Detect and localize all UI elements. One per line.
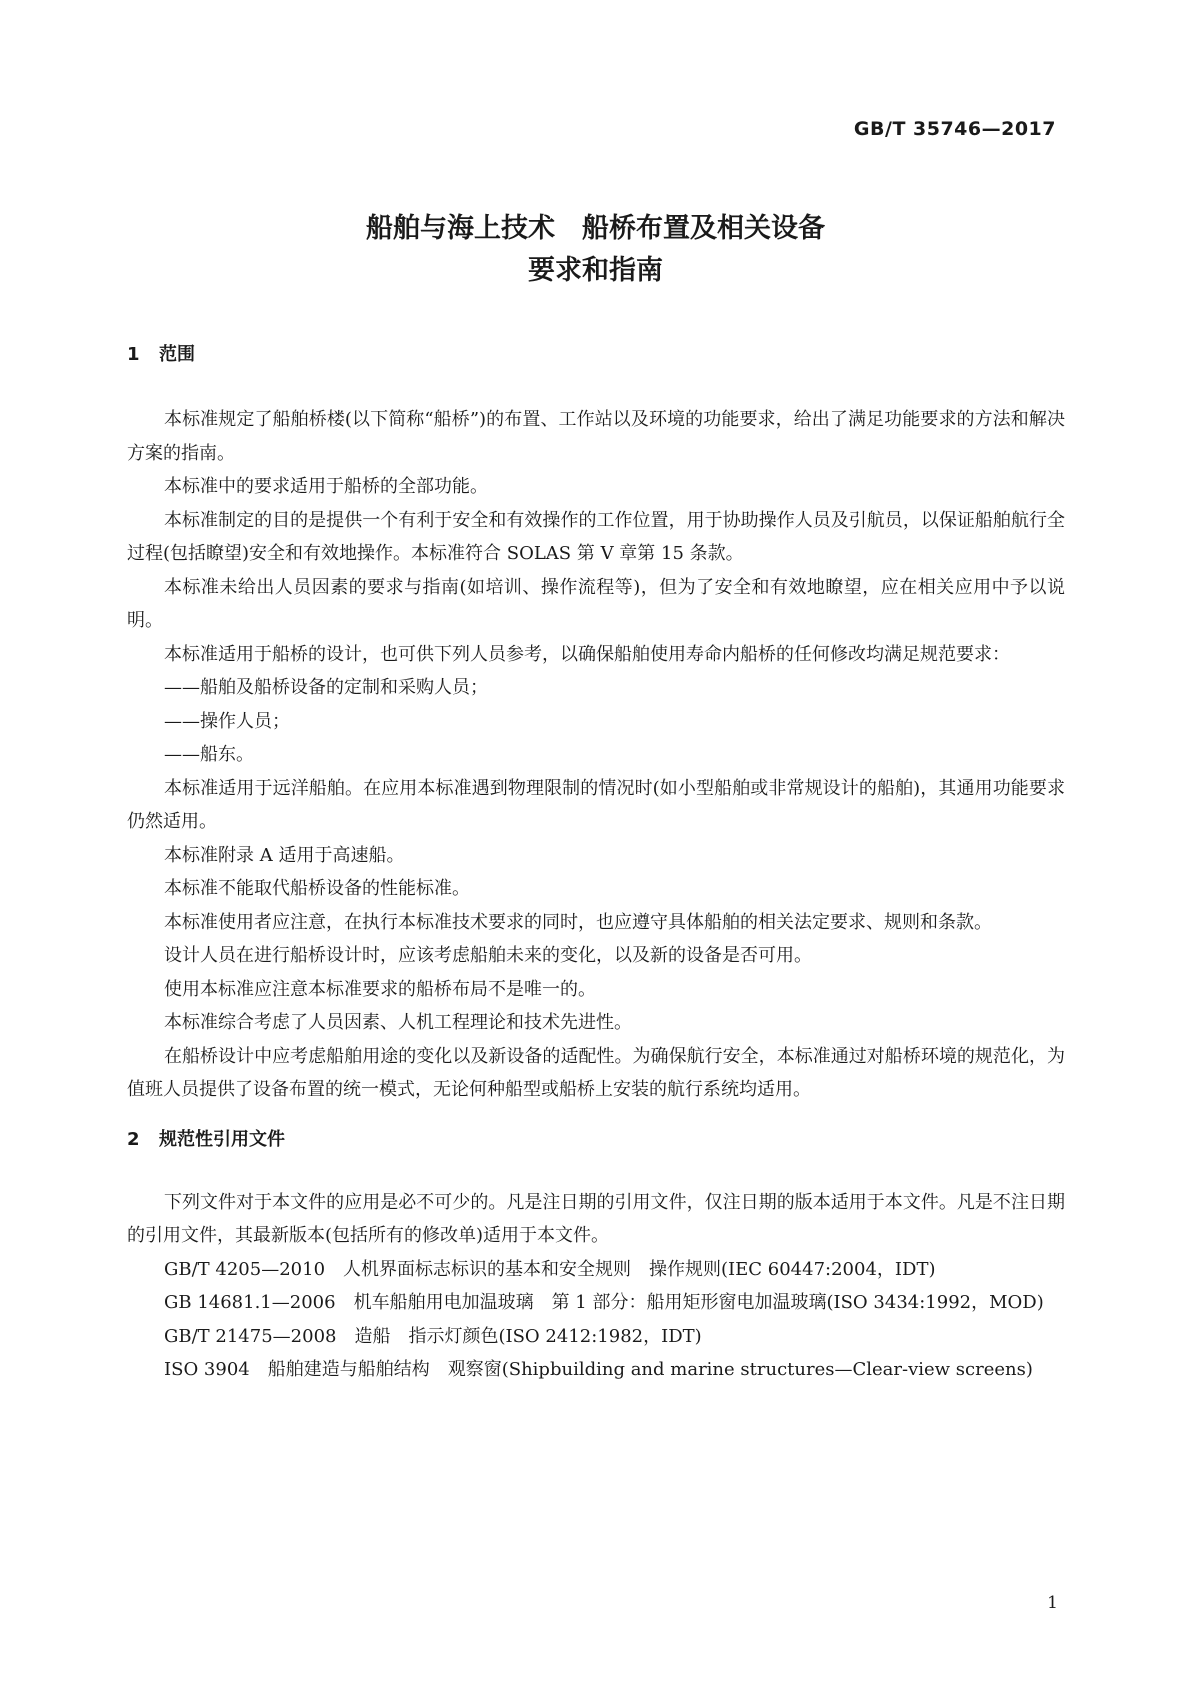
list-item: ——船东。 — [164, 744, 254, 765]
paragraph: 使用本标准应注意本标准要求的船桥布局不是唯一的。 — [164, 978, 596, 1000]
reference-item — [127, 1286, 1065, 1320]
reference-item — [127, 1253, 1065, 1287]
paragraph: 下列文件对于本文件的应用是必不可少的。凡是注日期的引用文件，仅注日期的版本适用于本文件。凡是不注日期的引用文件，其最新版本(包括所有的修改单)适用于本文件。 — [127, 1191, 1065, 1246]
reference-code: ISO 3904 — [164, 1359, 250, 1380]
reference-code: GB/T 4205—2010 — [164, 1258, 326, 1280]
section-title: 规范性引用文件 — [159, 1128, 285, 1150]
paragraph: 本标准适用于船桥的设计，也可供下列人员参考，以确保船舶使用寿命内船桥的任何修改均满足规范要求： — [164, 643, 1010, 665]
paragraph: 在船桥设计中应考虑船舶用途的变化以及新设备的适配性。为确保航行安全，本标准通过对船桥环境的规范化，为值班人员提供了设备布置的统一模式，无论何种船型或船桥上安装的航行系统均适用。 — [127, 1045, 1065, 1100]
paragraph: 本标准规定了船舶桥楼(以下简称“船桥”)的布置、工作站以及环境的功能要求，给出了满足功能要求的方法和解决方案的指南。 — [127, 409, 1065, 464]
section-2-body — [127, 1186, 1065, 1387]
list-item: ——船舶及船桥设备的定制和采购人员； — [164, 677, 488, 698]
document-title — [0, 208, 1191, 292]
reference-title: 机车船舶用电加温玻璃 第 1 部分：船用矩形窗电加温玻璃(ISO 3434:1992，MOD) — [353, 1292, 1044, 1313]
reference-code: GB 14681.1—2006 — [164, 1292, 336, 1313]
paragraph: 本标准不能取代船桥设备的性能标准。 — [164, 878, 470, 899]
paragraph: 本标准适用于远洋船舶。在应用本标准遇到物理限制的情况时(如小型船舶或非常规设计的船舶)，其通用功能要求仍然适用。 — [127, 777, 1065, 832]
section-title: 范围 — [159, 344, 195, 365]
reference-item — [127, 1353, 1065, 1387]
title-line-2: 要求和指南 — [528, 255, 663, 286]
section-number: 1 — [127, 344, 140, 365]
section-1-body — [127, 403, 1065, 1107]
document-body — [127, 340, 1065, 1387]
paragraph: 本标准中的要求适用于船桥的全部功能。 — [164, 476, 488, 497]
reference-code: GB/T 21475—2008 — [164, 1325, 337, 1347]
page-number: 1 — [1047, 1593, 1058, 1613]
paragraph: 本标准制定的目的是提供一个有利于安全和有效操作的工作位置，用于协助操作人员及引航员，以保证船舶航行全过程(包括瞭望)安全和有效地操作。本标准符合 SOLAS 第 V 章第 15 条款。 — [127, 509, 1065, 564]
section-2-heading — [127, 1125, 1065, 1155]
reference-title: 船舶建造与船舶结构 观察窗(Shipbuilding and marine structures—Clear-view screens) — [267, 1359, 1033, 1380]
paragraph: 本标准附录 A 适用于高速船。 — [164, 844, 405, 866]
section-number: 2 — [127, 1128, 140, 1150]
reference-item — [127, 1320, 1065, 1354]
section-1-heading — [127, 340, 1065, 370]
paragraph: 设计人员在进行船桥设计时，应该考虑船舶未来的变化，以及新的设备是否可用。 — [164, 945, 812, 966]
standard-code: GB/T 35746—2017 — [853, 118, 1056, 140]
paragraph: 本标准使用者应注意，在执行本标准技术要求的同时，也应遵守具体船舶的相关法定要求、规则和条款。 — [164, 911, 992, 933]
list-item: ——操作人员； — [164, 710, 290, 732]
reference-title: 造船 指示灯颜色(ISO 2412:1982，IDT) — [354, 1325, 702, 1347]
paragraph: 本标准未给出人员因素的要求与指南(如培训、操作流程等)，但为了安全和有效地瞭望，应在相关应用中予以说明。 — [127, 576, 1065, 631]
title-line-1: 船舶与海上技术 船桥布置及相关设备 — [366, 213, 825, 244]
reference-title: 人机界面标志标识的基本和安全规则 操作规则(IEC 60447:2004，IDT) — [343, 1258, 936, 1280]
paragraph: 本标准综合考虑了人员因素、人机工程理论和技术先进性。 — [164, 1012, 632, 1033]
